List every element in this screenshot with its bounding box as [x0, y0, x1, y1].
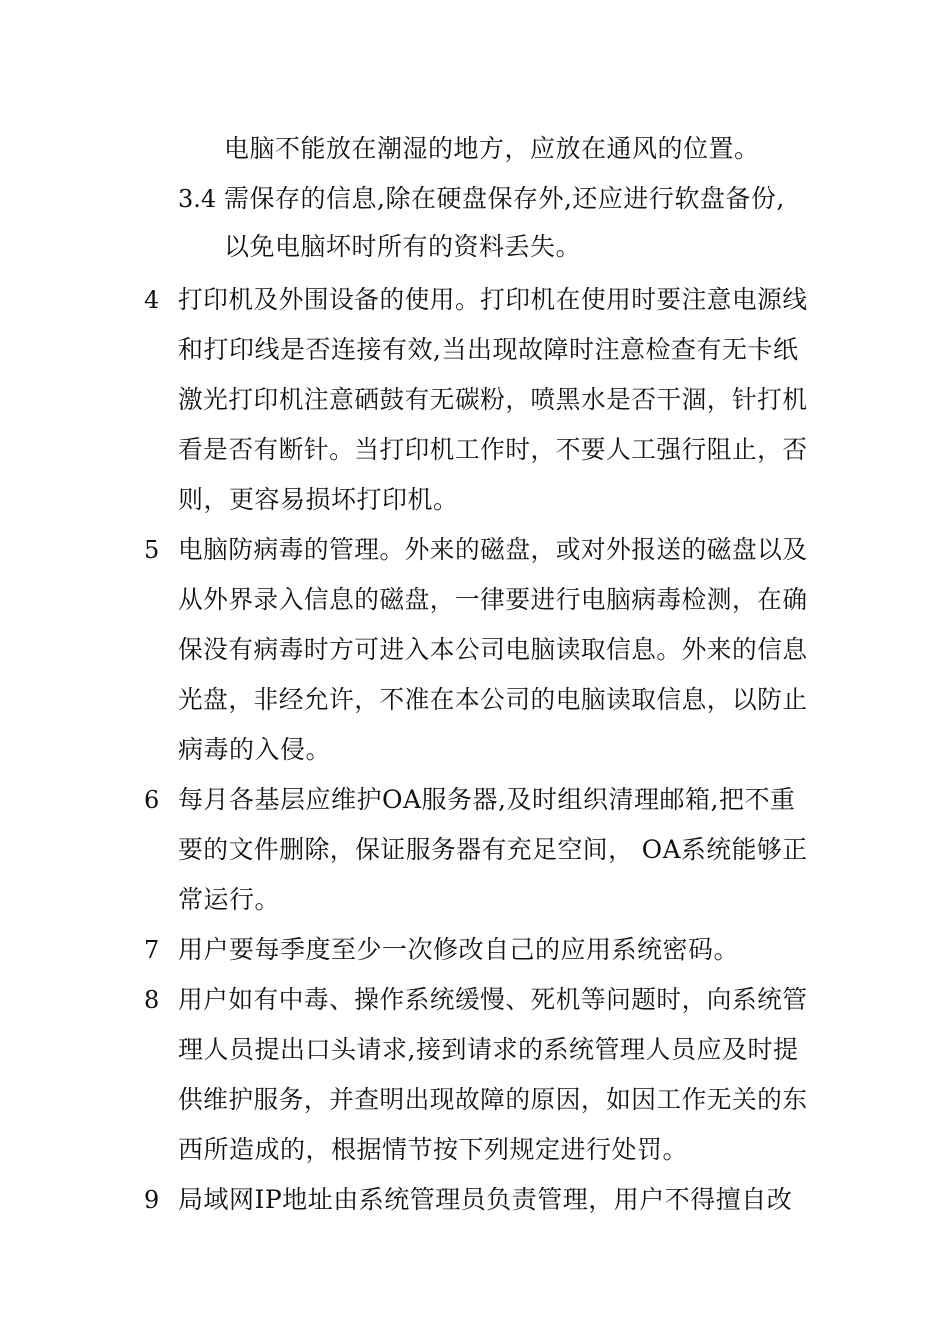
item-number: 3.4 — [178, 185, 217, 213]
text-line: 局域网IP地址由系统管理员负责管理，用户不得擅自改 — [178, 1185, 793, 1214]
text-line: 需保存的信息,除在硬盘保存外,还应进行软盘备份, — [224, 184, 785, 213]
text-line: 理人员提出口头请求,接到请求的系统管理人员应及时提 — [178, 1035, 799, 1064]
text-line: 病毒的入侵。 — [178, 735, 332, 764]
text-line: 要的文件删除，保证服务器有充足空间， OA系统能够正 — [178, 835, 808, 864]
text-line: 供维护服务，并查明出现故障的原因，如因工作无关的东 — [178, 1085, 808, 1114]
text-line: 打印机及外围设备的使用。打印机在使用时要注意电源线 — [178, 285, 808, 314]
item-number: 9 — [144, 1186, 160, 1214]
text-line: 光盘，非经允许，不准在本公司的电脑读取信息，以防止 — [178, 685, 808, 714]
item-number: 5 — [144, 536, 160, 564]
text-line: 则，更容易损坏打印机。 — [178, 485, 459, 514]
text-line: 看是否有断针。当打印机工作时，不要人工强行阻止，否 — [178, 435, 808, 464]
item-number: 6 — [144, 786, 160, 814]
item-number: 7 — [144, 936, 160, 964]
text-line: 和打印线是否连接有效,当出现故障时注意检查有无卡纸 — [178, 335, 799, 364]
item-number: 8 — [144, 986, 160, 1014]
text-line: 常运行。 — [178, 885, 281, 914]
text-line: 从外界录入信息的磁盘，一律要进行电脑病毒检测，在确 — [178, 585, 808, 614]
text-line: 以免电脑坏时所有的资料丢失。 — [224, 232, 582, 261]
text-line: 用户如有中毒、操作系统缓慢、死机等问题时，向系统管 — [178, 985, 808, 1014]
item-number: 4 — [144, 286, 160, 314]
text-line: 每月各基层应维护OA服务器,及时组织清理邮箱,把不重 — [178, 785, 796, 814]
text-line: 电脑不能放在潮湿的地方，应放在通风的位置。 — [224, 134, 760, 163]
text-line: 激光打印机注意硒鼓有无碳粉，喷黑水是否干涸，针打机 — [178, 385, 808, 414]
text-line: 西所造成的，根据情节按下列规定进行处罚。 — [178, 1135, 689, 1164]
text-line: 保没有病毒时方可进入本公司电脑读取信息。外来的信息 — [178, 635, 808, 664]
text-line: 用户要每季度至少一次修改自己的应用系统密码。 — [178, 935, 740, 964]
text-line: 电脑防病毒的管理。外来的磁盘，或对外报送的磁盘以及 — [178, 535, 808, 564]
